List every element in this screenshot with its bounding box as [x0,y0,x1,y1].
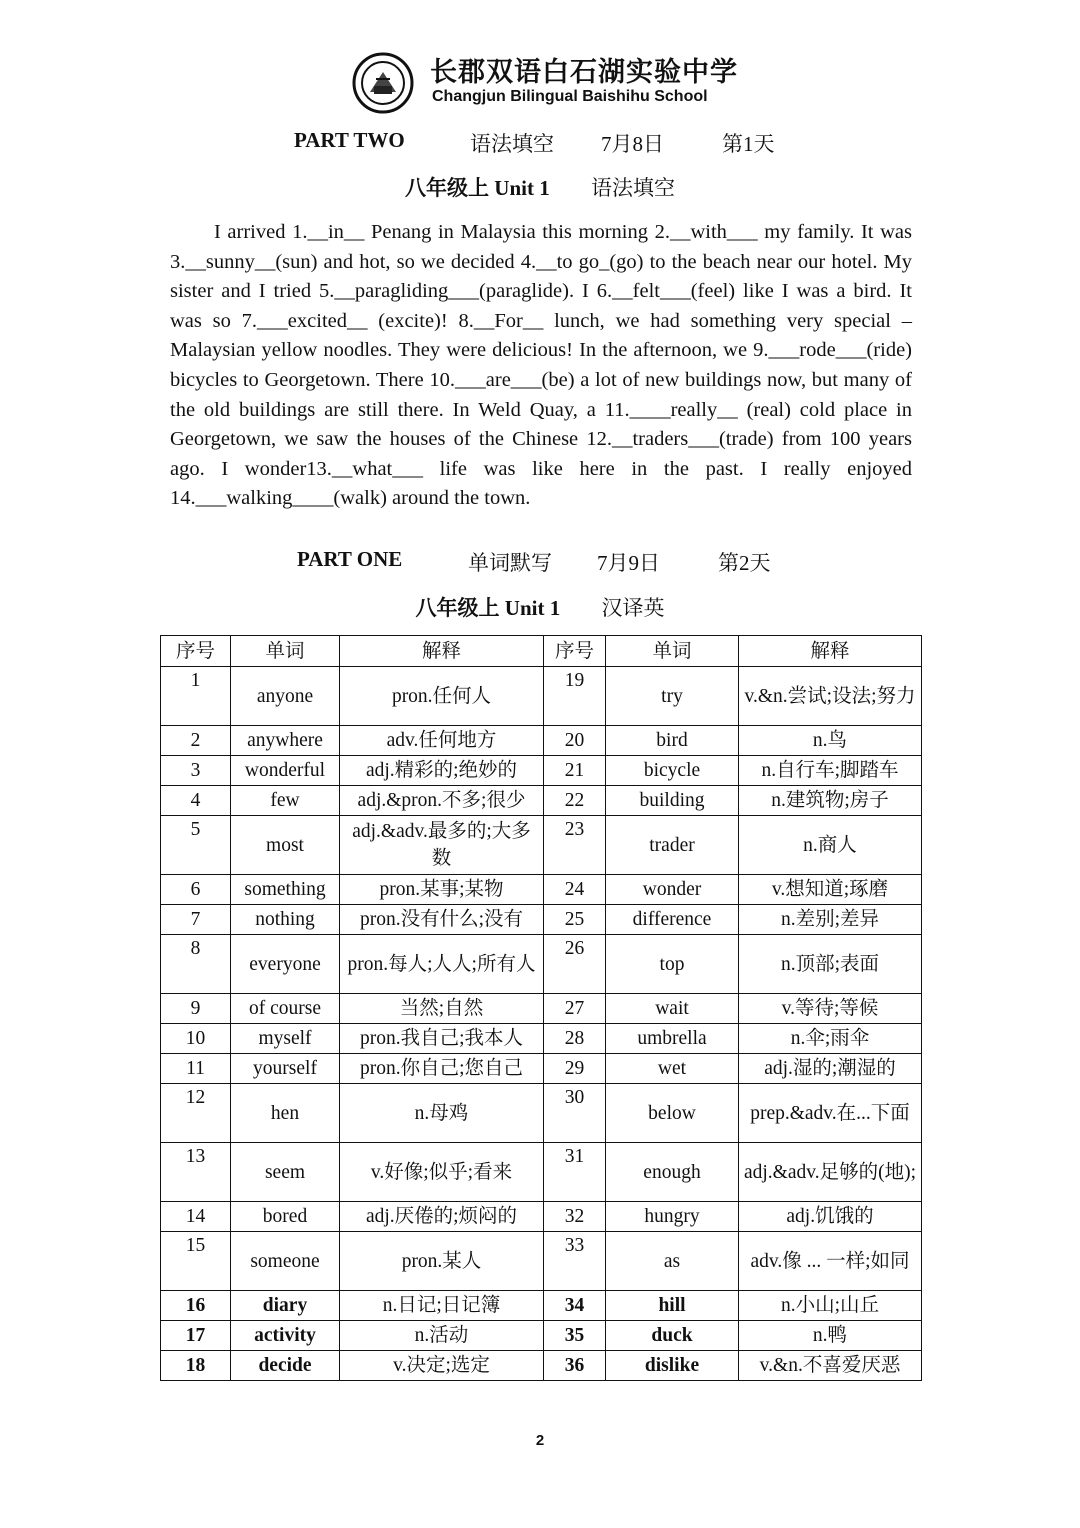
table-row [161,1321,922,1351]
cell-meaning: 当然;自然 [340,994,544,1024]
table-row [161,994,922,1024]
table-row [161,667,922,726]
header-word: 单词 [606,636,739,667]
cell-word: most [231,816,340,875]
cell-word: hen [231,1084,340,1143]
cell-meaning: prep.&adv.在...下面 [739,1084,922,1143]
cell-meaning: v.好像;似乎;看来 [340,1143,544,1202]
cell-number: 27 [544,994,606,1024]
cell-meaning: adj.&adv.足够的(地); [739,1143,922,1202]
cell-number: 26 [544,935,606,994]
cell-number: 19 [544,667,606,726]
cell-word: wait [606,994,739,1024]
subtitle-type: 汉译英 [601,596,665,620]
cell-word: bird [606,726,739,756]
day: 第1天 [722,132,775,156]
cell-number: 36 [544,1351,606,1381]
exercise-type: 单词默写 [468,551,552,575]
cell-number: 14 [161,1202,231,1232]
cell-meaning: adj.精彩的;绝妙的 [340,756,544,786]
header-number: 序号 [161,636,231,667]
table-row [161,905,922,935]
table-row [161,1351,922,1381]
cell-number: 17 [161,1321,231,1351]
header-word: 单词 [231,636,340,667]
cell-meaning: n.母鸡 [340,1084,544,1143]
cell-word: wonderful [231,756,340,786]
cell-number: 32 [544,1202,606,1232]
cell-number: 28 [544,1024,606,1054]
cell-meaning: adj.湿的;潮湿的 [739,1054,922,1084]
cell-meaning: adj.&adv.最多的;大多数 [340,816,544,875]
header-number: 序号 [544,636,606,667]
cell-number: 25 [544,905,606,935]
cell-meaning: v.决定;选定 [340,1351,544,1381]
cell-meaning: n.商人 [739,816,922,875]
cell-word: enough [606,1143,739,1202]
cell-meaning: pron.没有什么;没有 [340,905,544,935]
date: 7月9日 [597,551,660,575]
cell-number: 1 [161,667,231,726]
cell-meaning: n.鸟 [739,726,922,756]
cell-number: 10 [161,1024,231,1054]
cell-meaning: n.鸭 [739,1321,922,1351]
exercise-type: 语法填空 [470,132,554,156]
school-name-english: Changjun Bilingual Baishihu School [432,88,708,105]
cell-word: dislike [606,1351,739,1381]
cell-word: building [606,786,739,816]
cell-meaning: pron.你自己;您自己 [340,1054,544,1084]
table-body [161,667,922,1381]
cell-meaning: pron.任何人 [340,667,544,726]
cell-word: hungry [606,1202,739,1232]
date: 7月8日 [601,132,664,156]
table-row [161,786,922,816]
header-meaning: 解释 [739,636,922,667]
cell-number: 34 [544,1291,606,1321]
cell-number: 15 [161,1232,231,1291]
cell-word: bicycle [606,756,739,786]
table-row [161,935,922,994]
cell-meaning: v.&n.尝试;设法;努力 [739,667,922,726]
cell-word: hill [606,1291,739,1321]
school-header [352,50,752,114]
cell-word: wonder [606,875,739,905]
cell-word: below [606,1084,739,1143]
grade-unit: 八年级上 Unit 1 [405,176,550,200]
cell-number: 5 [161,816,231,875]
header-meaning: 解释 [340,636,544,667]
cell-number: 24 [544,875,606,905]
cell-meaning: v.想知道;琢磨 [739,875,922,905]
cell-number: 33 [544,1232,606,1291]
cell-number: 4 [161,786,231,816]
grammar-passage [170,218,912,514]
cell-word: everyone [231,935,340,994]
cell-word: try [606,667,739,726]
table-row [161,1232,922,1291]
passage-text: I arrived 1.__in__ Penang in Malaysia this morning 2.__with___ my family. It was 3.__sunny__(sun) and hot, so we decided 4.__to go_(go) to the beach near our hotel. My sister and I tried 5.__paragliding___(paraglide). I 6.__felt___(feel) like I was a bird. It was so 7.___excited__ (excite)! 8.__For__ lunch, we had something very special – Malaysian yellow noodles. They were delicious! In the afternoon, we 9.___rode___(ride) bicycles to Georgetown. There 10.___are___(be) a lot of new buildings now, but many of the old buildings are still there. In Weld Quay, a 11.____really__ (real) cold place in Georgetown, we saw the houses of the Chinese 12.__traders___(trade) from 100 years ago. I wonder13.__what___ life was like here in the past. I really enjoyed 14.___walking____(walk) around the town. [170,221,912,510]
table-row [161,726,922,756]
cell-number: 12 [161,1084,231,1143]
table-row [161,1054,922,1084]
table-row [161,875,922,905]
cell-meaning: n.伞;雨伞 [739,1024,922,1054]
cell-word: anywhere [231,726,340,756]
cell-word: nothing [231,905,340,935]
cell-number: 18 [161,1351,231,1381]
vocabulary-table [160,635,922,1381]
cell-word: decide [231,1351,340,1381]
cell-meaning: adj.厌倦的;烦闷的 [340,1202,544,1232]
cell-word: seem [231,1143,340,1202]
cell-word: of course [231,994,340,1024]
cell-number: 9 [161,994,231,1024]
cell-number: 29 [544,1054,606,1084]
cell-meaning: v.&n.不喜爱厌恶 [739,1351,922,1381]
cell-meaning: adj.&pron.不多;很少 [340,786,544,816]
table-header-row [161,636,922,667]
part-one-heading [0,547,1080,581]
cell-meaning: adj.饥饿的 [739,1202,922,1232]
cell-word: myself [231,1024,340,1054]
cell-meaning: n.日记;日记簿 [340,1291,544,1321]
page-number: 2 [535,1432,545,1449]
day: 第2天 [718,551,771,575]
cell-word: diary [231,1291,340,1321]
cell-meaning: n.自行车;脚踏车 [739,756,922,786]
grade-unit: 八年级上 Unit 1 [415,596,561,620]
part-two-heading [0,128,1080,162]
cell-number: 21 [544,756,606,786]
cell-number: 30 [544,1084,606,1143]
cell-number: 23 [544,816,606,875]
school-logo-icon [352,52,414,114]
cell-word: umbrella [606,1024,739,1054]
cell-word: someone [231,1232,340,1291]
cell-number: 11 [161,1054,231,1084]
cell-word: top [606,935,739,994]
cell-number: 2 [161,726,231,756]
subtitle-type: 语法填空 [590,176,675,200]
cell-meaning: pron.某人 [340,1232,544,1291]
cell-number: 22 [544,786,606,816]
part-label: PART TWO [294,128,405,152]
cell-meaning: adv.任何地方 [340,726,544,756]
cell-meaning: n.小山;山丘 [739,1291,922,1321]
cell-number: 20 [544,726,606,756]
cell-meaning: v.等待;等候 [739,994,922,1024]
table-row [161,816,922,875]
table-row [161,1024,922,1054]
table-row [161,756,922,786]
cell-word: difference [606,905,739,935]
cell-number: 31 [544,1143,606,1202]
cell-meaning: pron.某事;某物 [340,875,544,905]
cell-word: yourself [231,1054,340,1084]
cell-number: 35 [544,1321,606,1351]
cell-meaning: pron.每人;人人;所有人 [340,935,544,994]
cell-number: 7 [161,905,231,935]
cell-word: activity [231,1321,340,1351]
table-row [161,1291,922,1321]
cell-word: few [231,786,340,816]
cell-number: 8 [161,935,231,994]
cell-word: wet [606,1054,739,1084]
cell-word: something [231,875,340,905]
cell-number: 3 [161,756,231,786]
cell-word: bored [231,1202,340,1232]
cell-word: trader [606,816,739,875]
cell-meaning: adv.像 ... 一样;如同 [739,1232,922,1291]
cell-meaning: n.差别;差异 [739,905,922,935]
part-two-subtitle [0,172,1080,202]
cell-meaning: n.建筑物;房子 [739,786,922,816]
table-row [161,1143,922,1202]
cell-word: as [606,1232,739,1291]
cell-number: 16 [161,1291,231,1321]
table-row [161,1084,922,1143]
cell-meaning: pron.我自己;我本人 [340,1024,544,1054]
cell-word: duck [606,1321,739,1351]
table-row [161,1202,922,1232]
cell-word: anyone [231,667,340,726]
cell-number: 6 [161,875,231,905]
part-one-subtitle [0,592,1080,622]
cell-meaning: n.顶部;表面 [739,935,922,994]
school-name-chinese: 长郡双语白石湖实验中学 [430,57,738,88]
cell-number: 13 [161,1143,231,1202]
part-label: PART ONE [297,547,403,571]
cell-meaning: n.活动 [340,1321,544,1351]
